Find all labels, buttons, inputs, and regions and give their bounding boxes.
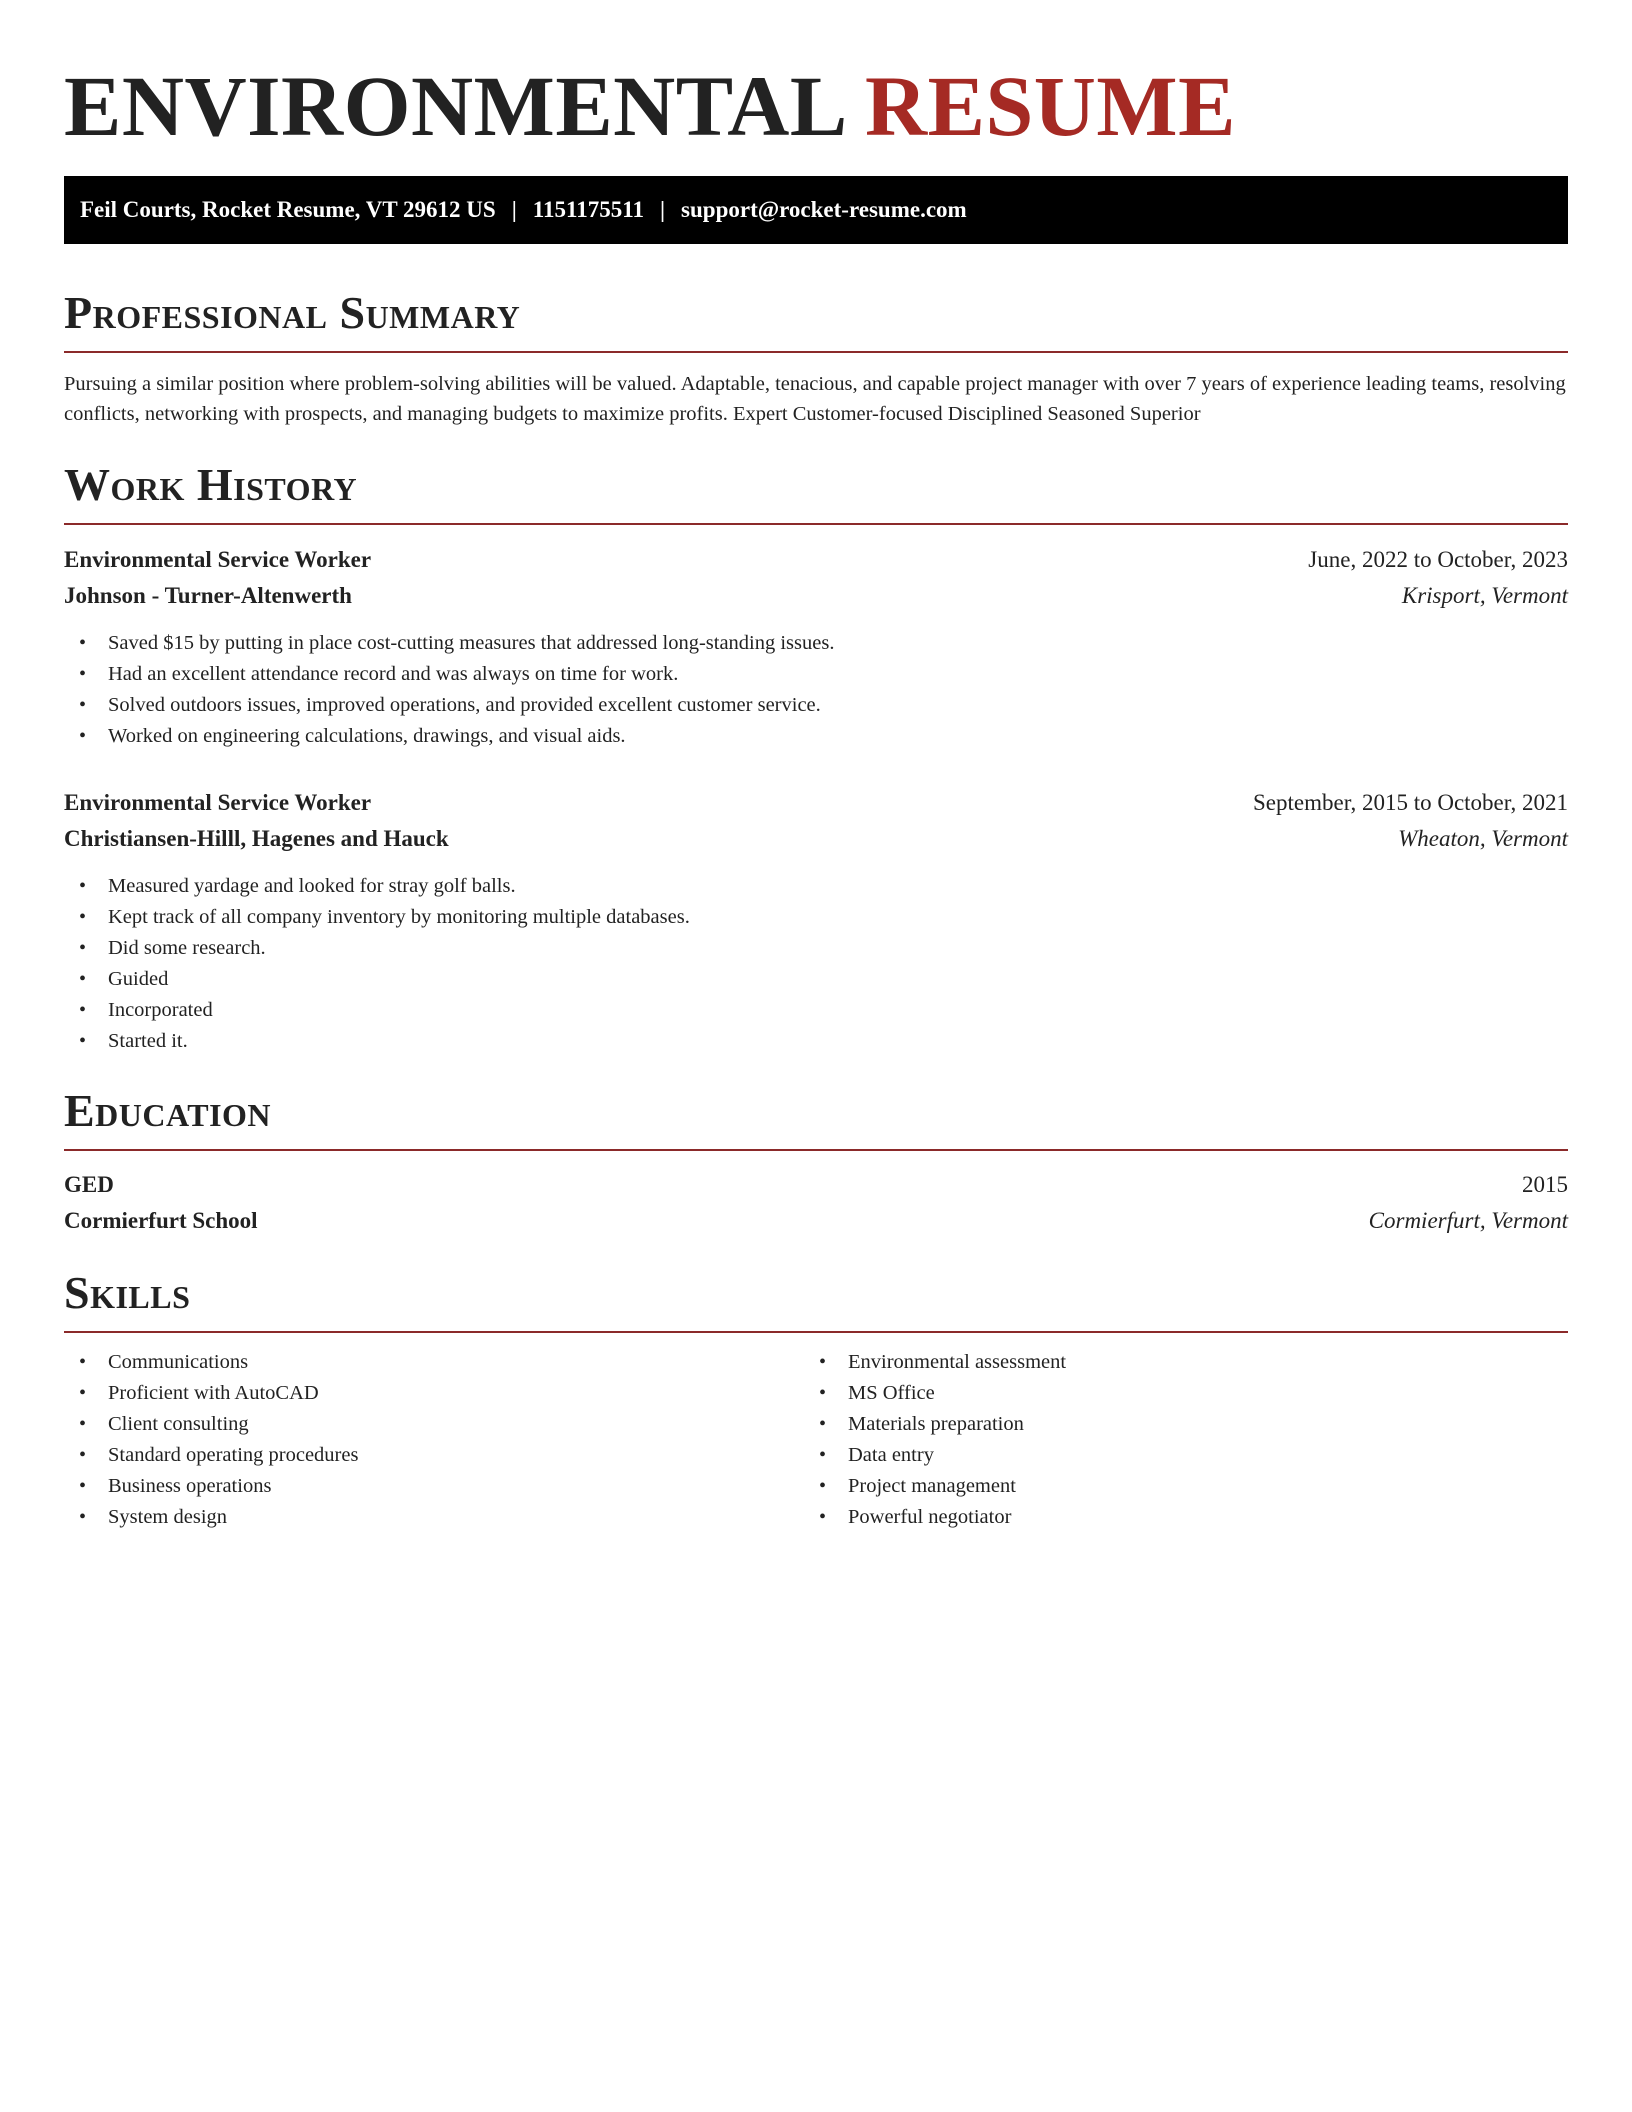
bullet-dot-icon: • [79,906,87,928]
list-item [804,1440,1504,1471]
job-title: Environmental Service Worker [64,790,372,815]
list-item [804,1471,1504,1502]
skill-text: Business operations [108,1475,272,1497]
bullet-dot-icon: • [79,632,87,654]
skill-text: Powerful negotiator [848,1506,1012,1528]
job-title: Environmental Service Worker [64,547,372,572]
list-item [64,1026,1568,1057]
list-item [64,1347,764,1378]
bullet-dot-icon: • [79,968,87,990]
bullet-text: Worked on engineering calculations, drawings, and visual aids. [108,725,626,747]
section-heading-summary: Professional Summary [64,287,521,338]
skill-text: MS Office [848,1382,935,1404]
bullet-text: Started it. [108,1030,188,1052]
job-bullet-list [64,871,1568,1057]
section-heading-work-history: Work History [64,459,358,510]
bullet-dot-icon: • [79,725,87,747]
resume-title [64,56,1236,156]
section-heading-skills: Skills [64,1267,191,1318]
section-divider [64,1149,1568,1151]
bullet-dot-icon: • [819,1475,827,1497]
skill-text: Project management [848,1475,1016,1497]
bullet-dot-icon: • [79,694,87,716]
bullet-text: Guided [108,968,169,990]
contact-separator: | [659,197,666,222]
bullet-dot-icon: • [79,1506,87,1528]
list-item [64,995,1568,1026]
list-item [804,1409,1504,1440]
list-item [64,1471,764,1502]
section-divider [64,1331,1568,1333]
skills-list-right [804,1347,1504,1533]
contact-separator: | [511,197,517,222]
section-divider [64,523,1568,525]
skill-text: Proficient with AutoCAD [108,1382,319,1404]
list-item [64,628,1568,659]
list-item [64,964,1568,995]
list-item [64,659,1568,690]
skill-text: Client consulting [108,1413,249,1435]
bullet-dot-icon: • [79,1444,87,1466]
skill-text: Communications [108,1351,249,1373]
list-item [64,1440,764,1471]
bullet-dot-icon: • [79,1030,87,1052]
list-item [64,690,1568,721]
contact-phone: 1151175511 [532,197,644,222]
bullet-dot-icon: • [79,1413,87,1435]
bullet-text: Measured yardage and looked for stray golf balls. [108,875,516,897]
bullet-dot-icon: • [819,1351,827,1373]
job-company: Johnson - Turner-Altenwerth [64,583,352,608]
job-dates: September, 2015 to October, 2021 [1253,790,1568,815]
section-heading-education: Education [64,1085,272,1136]
resume-title-part2: RESUME [865,58,1236,154]
job-company: Christiansen-Hilll, Hagenes and Hauck [64,826,449,851]
list-item [64,1409,764,1440]
summary-text: Pursuing a similar position where problem-solving abilities will be valued. Adaptable, tenacious, and capable project manager with over 7 years of experience leading teams, resolving conflicts, networking with prospects, and managing budgets to maximize profits. Expert Customer-focused Disciplined Seasoned Superior [64,373,1566,425]
list-item [64,933,1568,964]
bullet-text: Kept track of all company inventory by monitoring multiple databases. [108,906,690,928]
section-divider [64,351,1568,353]
list-item [64,1502,764,1533]
list-item [804,1347,1504,1378]
job-location: Krisport, Vermont [1401,583,1568,608]
job-location: Wheaton, Vermont [1398,826,1568,851]
job-bullet-list [64,628,1568,752]
bullet-dot-icon: • [79,875,87,897]
skills-list-left [64,1347,764,1533]
education-location: Cormierfurt, Vermont [1368,1208,1568,1233]
job-header-row [64,543,1568,577]
bullet-dot-icon: • [79,663,87,685]
skill-text: Data entry [848,1444,934,1466]
bullet-dot-icon: • [79,1351,87,1373]
education-school-row [64,1204,1568,1238]
bullet-dot-icon: • [819,1382,827,1404]
bullet-text: Had an excellent attendance record and was always on time for work. [108,663,679,685]
bullet-dot-icon: • [819,1506,827,1528]
bullet-dot-icon: • [79,937,87,959]
education-year: 2015 [1522,1172,1568,1197]
skill-text: Materials preparation [848,1413,1024,1435]
education-header-row [64,1168,1568,1202]
job-company-row [64,579,1568,613]
resume-title-part1: ENVIRONMENTAL [64,58,843,154]
skill-text: Environmental assessment [848,1351,1067,1373]
list-item [804,1378,1504,1409]
bullet-dot-icon: • [819,1444,827,1466]
list-item [64,871,1568,902]
bullet-text: Solved outdoors issues, improved operations, and provided excellent customer service. [108,694,821,716]
job-company-row [64,822,1568,856]
list-item [64,1378,764,1409]
job-header-row [64,786,1568,820]
contact-address: Feil Courts, Rocket Resume, VT 29612 US [80,197,496,222]
bullet-text: Incorporated [108,999,213,1021]
bullet-text: Did some research. [108,937,266,959]
contact-email: support@rocket-resume.com [681,197,967,222]
job-dates: June, 2022 to October, 2023 [1308,547,1568,572]
bullet-dot-icon: • [79,1382,87,1404]
list-item [64,902,1568,933]
bullet-dot-icon: • [79,999,87,1021]
education-school: Cormierfurt School [64,1208,258,1233]
bullet-text: Saved $15 by putting in place cost-cutting measures that addressed long-standing issues. [108,632,835,654]
skill-text: Standard operating procedures [108,1444,359,1466]
list-item [64,721,1568,752]
contact-bar [64,176,1568,244]
bullet-dot-icon: • [79,1475,87,1497]
education-degree: GED [64,1172,114,1197]
bullet-dot-icon: • [819,1413,827,1435]
list-item [804,1502,1504,1533]
skill-text: System design [108,1506,228,1528]
